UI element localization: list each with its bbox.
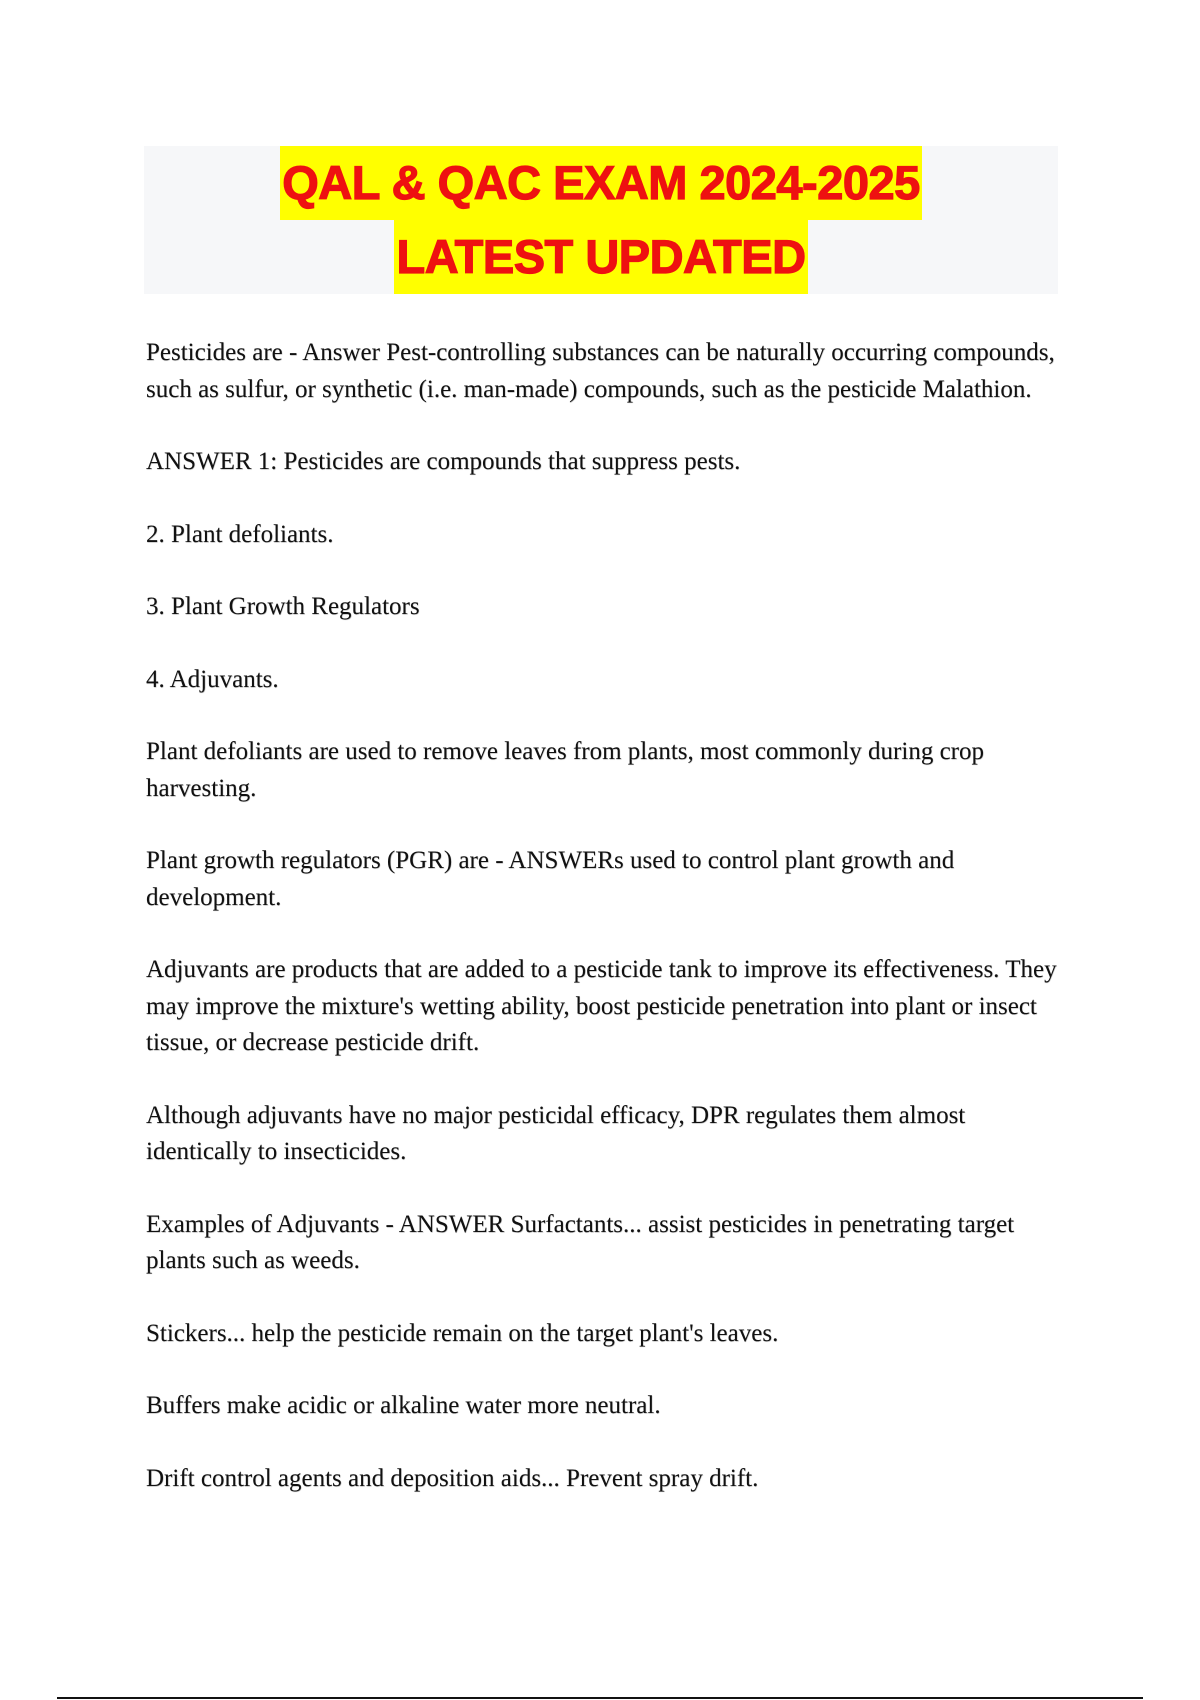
paragraph: 3. Plant Growth Regulators <box>146 593 420 620</box>
paragraph: Examples of Adjuvants - ANSWER Surfactants... assist pesticides in penetrating target plants such as weeds. <box>146 1210 1015 1274</box>
paragraph: Stickers... help the pesticide remain on the target plant's leaves. <box>146 1319 779 1347</box>
paragraph: Buffers make acidic or alkaline water more neutral. <box>146 1392 661 1419</box>
title-line-1: QAL & QAC EXAM 2024-2025 <box>280 146 922 220</box>
paragraph: Plant defoliants are used to remove leaves from plants, most commonly during crop harvesting. <box>146 738 985 802</box>
paragraph: Plant growth regulators (PGR) are - ANSWERs used to control plant growth and development. <box>146 847 955 911</box>
paragraph: ANSWER 1: Pesticides are compounds that suppress pests. <box>146 448 741 475</box>
body-content <box>146 335 1076 1533</box>
title-block <box>144 146 1058 294</box>
paragraph: 4. Adjuvants. <box>146 665 279 693</box>
paragraph: Pesticides are - Answer Pest-controlling substances can be naturally occurring compounds, such as sulfur, or synthetic (i.e. man-made) compounds, such as the pesticide Malathion. <box>146 339 1055 403</box>
paragraph: Adjuvants are products that are added to a pesticide tank to improve its effectiveness. They may improve the mixture's wetting ability, boost pesticide penetration into plant or insect tissue, or decrease pesticide drift. <box>146 956 1057 1056</box>
footer-divider <box>57 1697 1143 1699</box>
title-line-2: LATEST UPDATED <box>394 220 807 294</box>
paragraph: Although adjuvants have no major pesticidal efficacy, DPR regulates them almost identically to insecticides. <box>146 1101 966 1165</box>
paragraph: 2. Plant defoliants. <box>146 520 334 548</box>
paragraph: Drift control agents and deposition aids... Prevent spray drift. <box>146 1464 759 1492</box>
